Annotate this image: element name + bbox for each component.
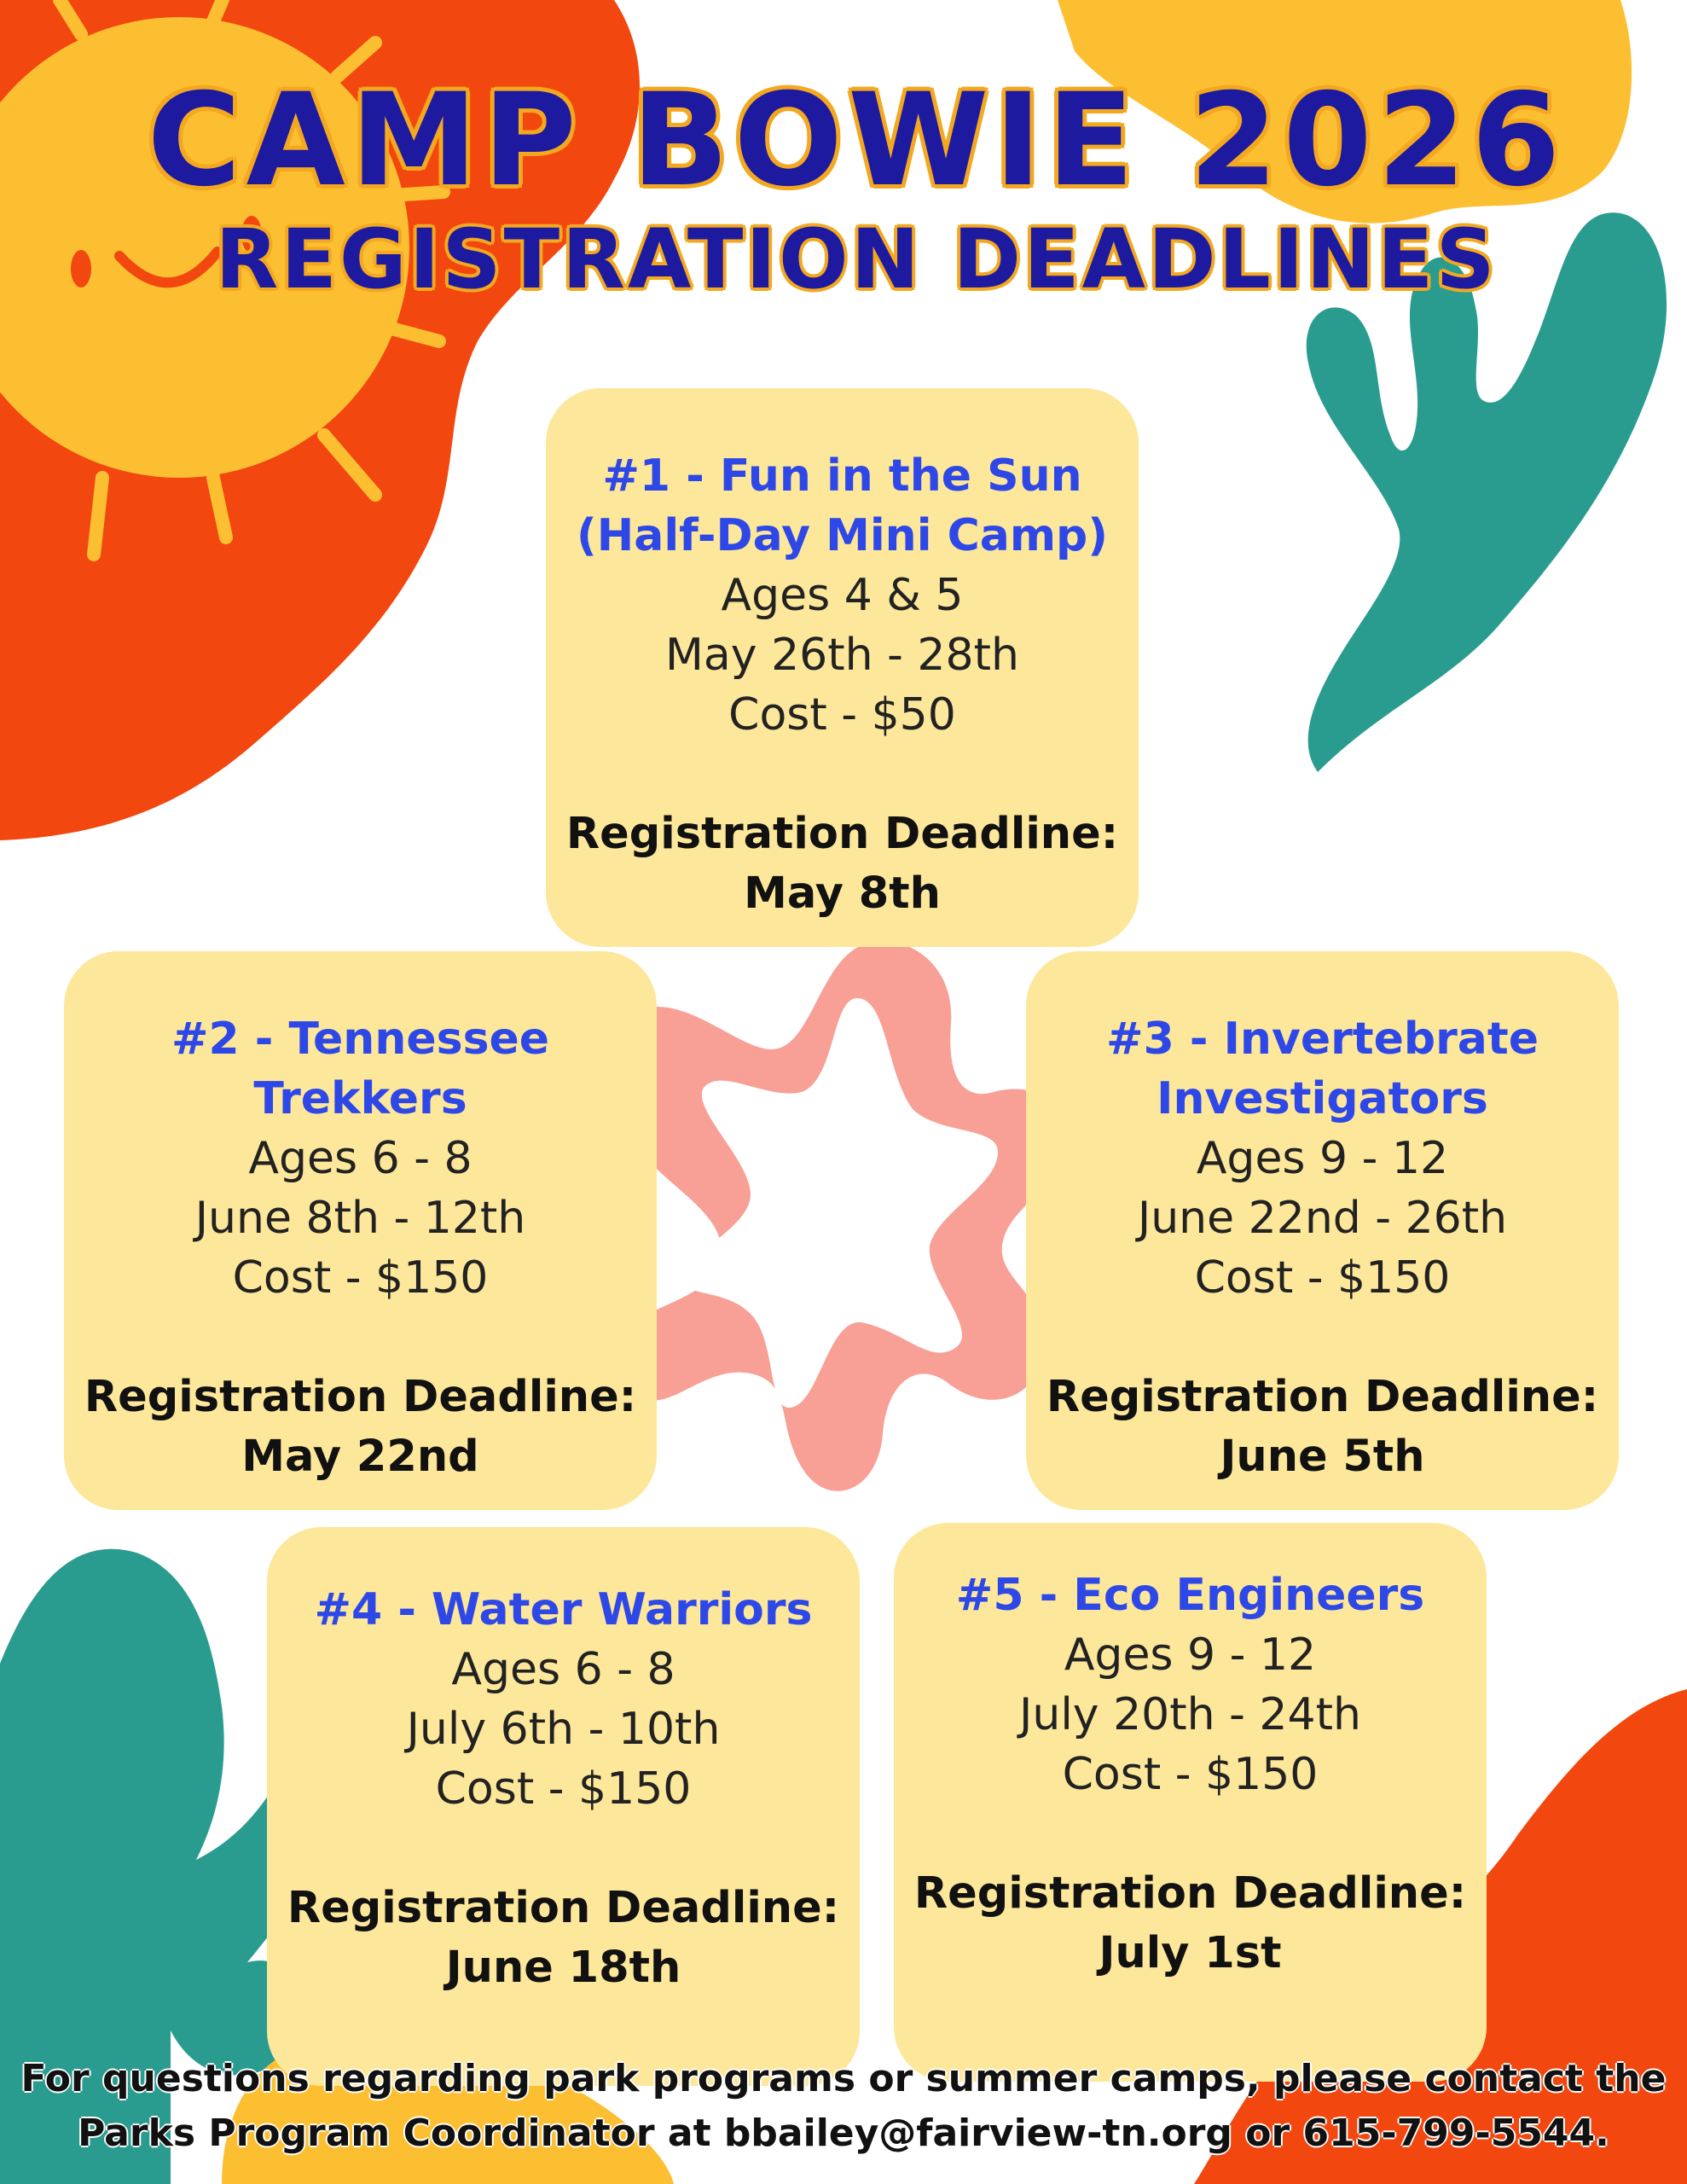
- camp-dates: May 26th - 28th: [665, 630, 1019, 681]
- deadline-label: Registration Deadline:: [84, 1372, 637, 1422]
- camp-name-line: #2 - Tennessee: [171, 1014, 550, 1065]
- camp-name-line: #4 - Water Warriors: [314, 1584, 813, 1635]
- camp-dates: June 22nd - 26th: [1137, 1193, 1508, 1244]
- camp-ages: Ages 9 - 12: [1064, 1629, 1317, 1681]
- deadline-label: Registration Deadline:: [287, 1883, 840, 1933]
- camp-dates: June 8th - 12th: [194, 1193, 526, 1244]
- camp-name-line: #3 - Invertebrate: [1106, 1014, 1539, 1065]
- camp-card-2: [64, 951, 657, 1510]
- deadline-label: Registration Deadline:: [913, 1868, 1467, 1919]
- deadline-date: June 5th: [1220, 1432, 1425, 1482]
- deadline-date: May 22nd: [241, 1432, 479, 1482]
- deadline-label: Registration Deadline:: [565, 809, 1119, 859]
- camp-card-4: [267, 1527, 860, 2086]
- camp-name-line: (Half-Day Mini Camp): [576, 510, 1109, 561]
- camp-card-5: [894, 1523, 1487, 2082]
- camp-name-line: #1 - Fun in the Sun: [602, 450, 1082, 502]
- camp-cost: Cost - $150: [232, 1252, 489, 1304]
- camp-cost: Cost - $150: [1194, 1252, 1451, 1304]
- camp-ages: Ages 9 - 12: [1196, 1133, 1449, 1184]
- camp-cost: Cost - $150: [1062, 1749, 1319, 1800]
- camp-ages: Ages 6 - 8: [248, 1133, 472, 1184]
- camp-dates: July 20th - 24th: [1019, 1689, 1361, 1740]
- contact-footer: [0, 2052, 1687, 2161]
- page-title: CAMP BOWIE 2026: [147, 67, 1566, 215]
- camp-card-1: [546, 388, 1139, 947]
- footer-line-1: For questions regarding park programs or summer camps, please contact the: [20, 2057, 1667, 2100]
- deadline-date: June 18th: [445, 1943, 681, 1993]
- camp-name-line: Trekkers: [253, 1073, 467, 1124]
- camp-cost: Cost - $50: [728, 689, 956, 741]
- camp-cost: Cost - $150: [435, 1763, 692, 1815]
- camp-ages: Ages 4 & 5: [721, 570, 964, 621]
- camp-ages: Ages 6 - 8: [451, 1644, 675, 1695]
- camp-dates: July 6th - 10th: [406, 1704, 721, 1755]
- page-subtitle: REGISTRATION DEADLINES: [215, 212, 1498, 307]
- deadline-label: Registration Deadline:: [1046, 1372, 1599, 1422]
- deadline-date: May 8th: [744, 868, 941, 919]
- title-block: [0, 68, 1687, 311]
- camp-name-line: Investigators: [1157, 1073, 1488, 1124]
- footer-line-2: Parks Program Coordinator at bbailey@fairview-tn.org or 615-799-5544.: [78, 2111, 1609, 2155]
- deadline-date: July 1st: [1099, 1928, 1282, 1978]
- camp-card-3: [1026, 951, 1619, 1510]
- camp-name-line: #5 - Eco Engineers: [955, 1570, 1425, 1621]
